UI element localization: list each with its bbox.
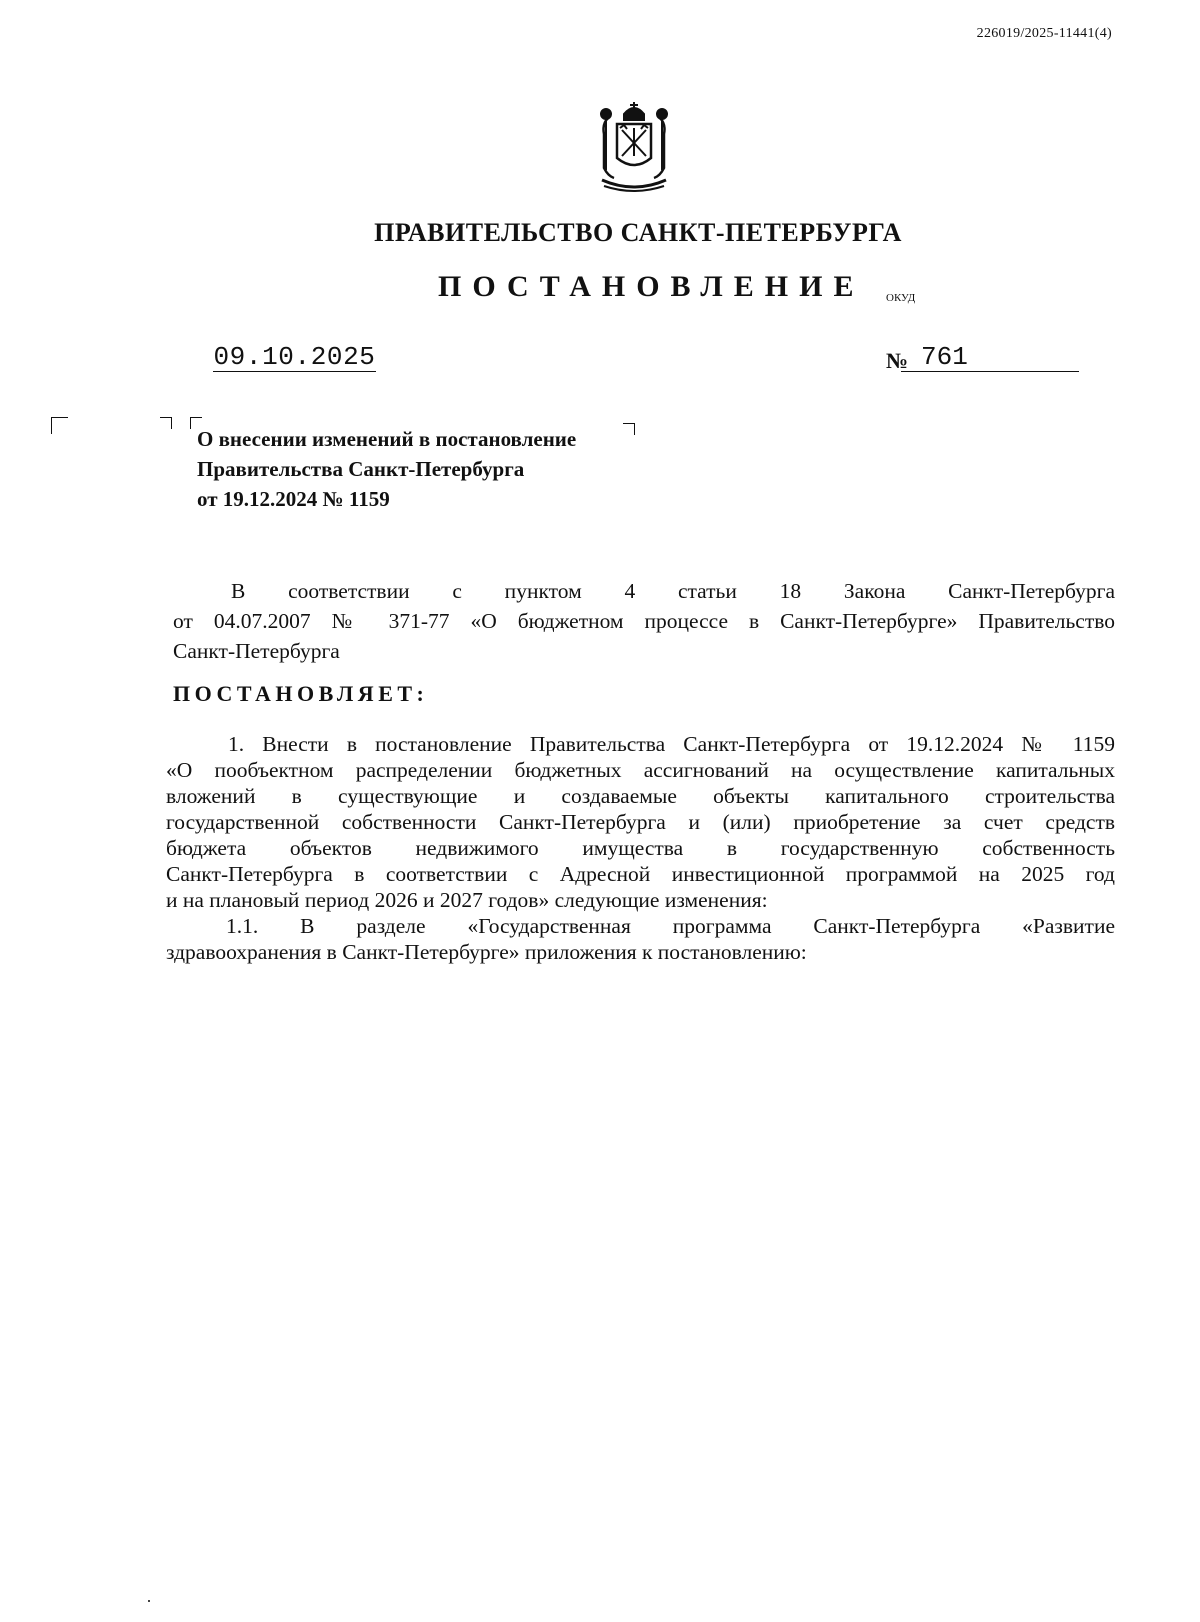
corner-mark [623,423,635,435]
body-line: «О пообъектном распределении бюджетных ассигнований на осуществление капитальных [166,758,1115,782]
preamble-line: Санкт-Петербурга [173,639,340,663]
registration-number: 226019/2025-11441(4) [976,26,1112,41]
resolution-body [166,731,1115,965]
document-date: 09.10.2025 [213,342,376,372]
subject-line: О внесении изменений в постановление [197,427,577,451]
subject-line: от 19.12.2024 № 1159 [197,487,390,511]
body-line: государственной собственности Санкт-Петербурга и (или) приобретение за счет средств [166,810,1115,834]
body-line: бюджета объектов недвижимого имущества в государственную собственность [166,836,1115,860]
resolves-heading: ПОСТАНОВЛЯЕТ: [173,681,429,706]
preamble-paragraph [173,576,1115,666]
document-number: 761 [901,343,1079,372]
saint-petersburg-coat-of-arms-icon [584,100,684,194]
number-sign: № [886,348,909,373]
body-line: Санкт-Петербурга в соответствии с Адресной инвестиционной программой на 2025 год [166,862,1115,886]
corner-mark [160,417,172,429]
preamble-line: В соответствии с пунктом 4 статьи 18 Закона Санкт-Петербурга [231,579,1115,603]
document-type-title: ПОСТАНОВЛЕНИЕ [438,270,865,303]
body-line: 1. Внести в постановление Правительства Санкт-Петербурга от 19.12.2024 № 1159 [228,732,1115,756]
organization-title: ПРАВИТЕЛЬСТВО САНКТ-ПЕТЕРБУРГА [374,218,902,247]
body-line: здравоохранения в Санкт-Петербурге» приложения к постановлению: [166,940,807,964]
body-line: вложений в существующие и создаваемые объекты капитального строительства [166,784,1115,808]
preamble-line: от 04.07.2007 № 371-77 «О бюджетном процессе в Санкт-Петербурге» Правительство [173,609,1115,633]
document-subject [197,424,576,514]
corner-mark [51,417,68,434]
scan-speck [148,1600,150,1602]
body-line: 1.1. В разделе «Государственная программа Санкт-Петербурга «Развитие [226,914,1115,938]
body-line: и на плановый период 2026 и 2027 годов» следующие изменения: [166,888,768,912]
subject-line: Правительства Санкт-Петербурга [197,457,525,481]
okud-label: ОКУД [886,292,916,304]
